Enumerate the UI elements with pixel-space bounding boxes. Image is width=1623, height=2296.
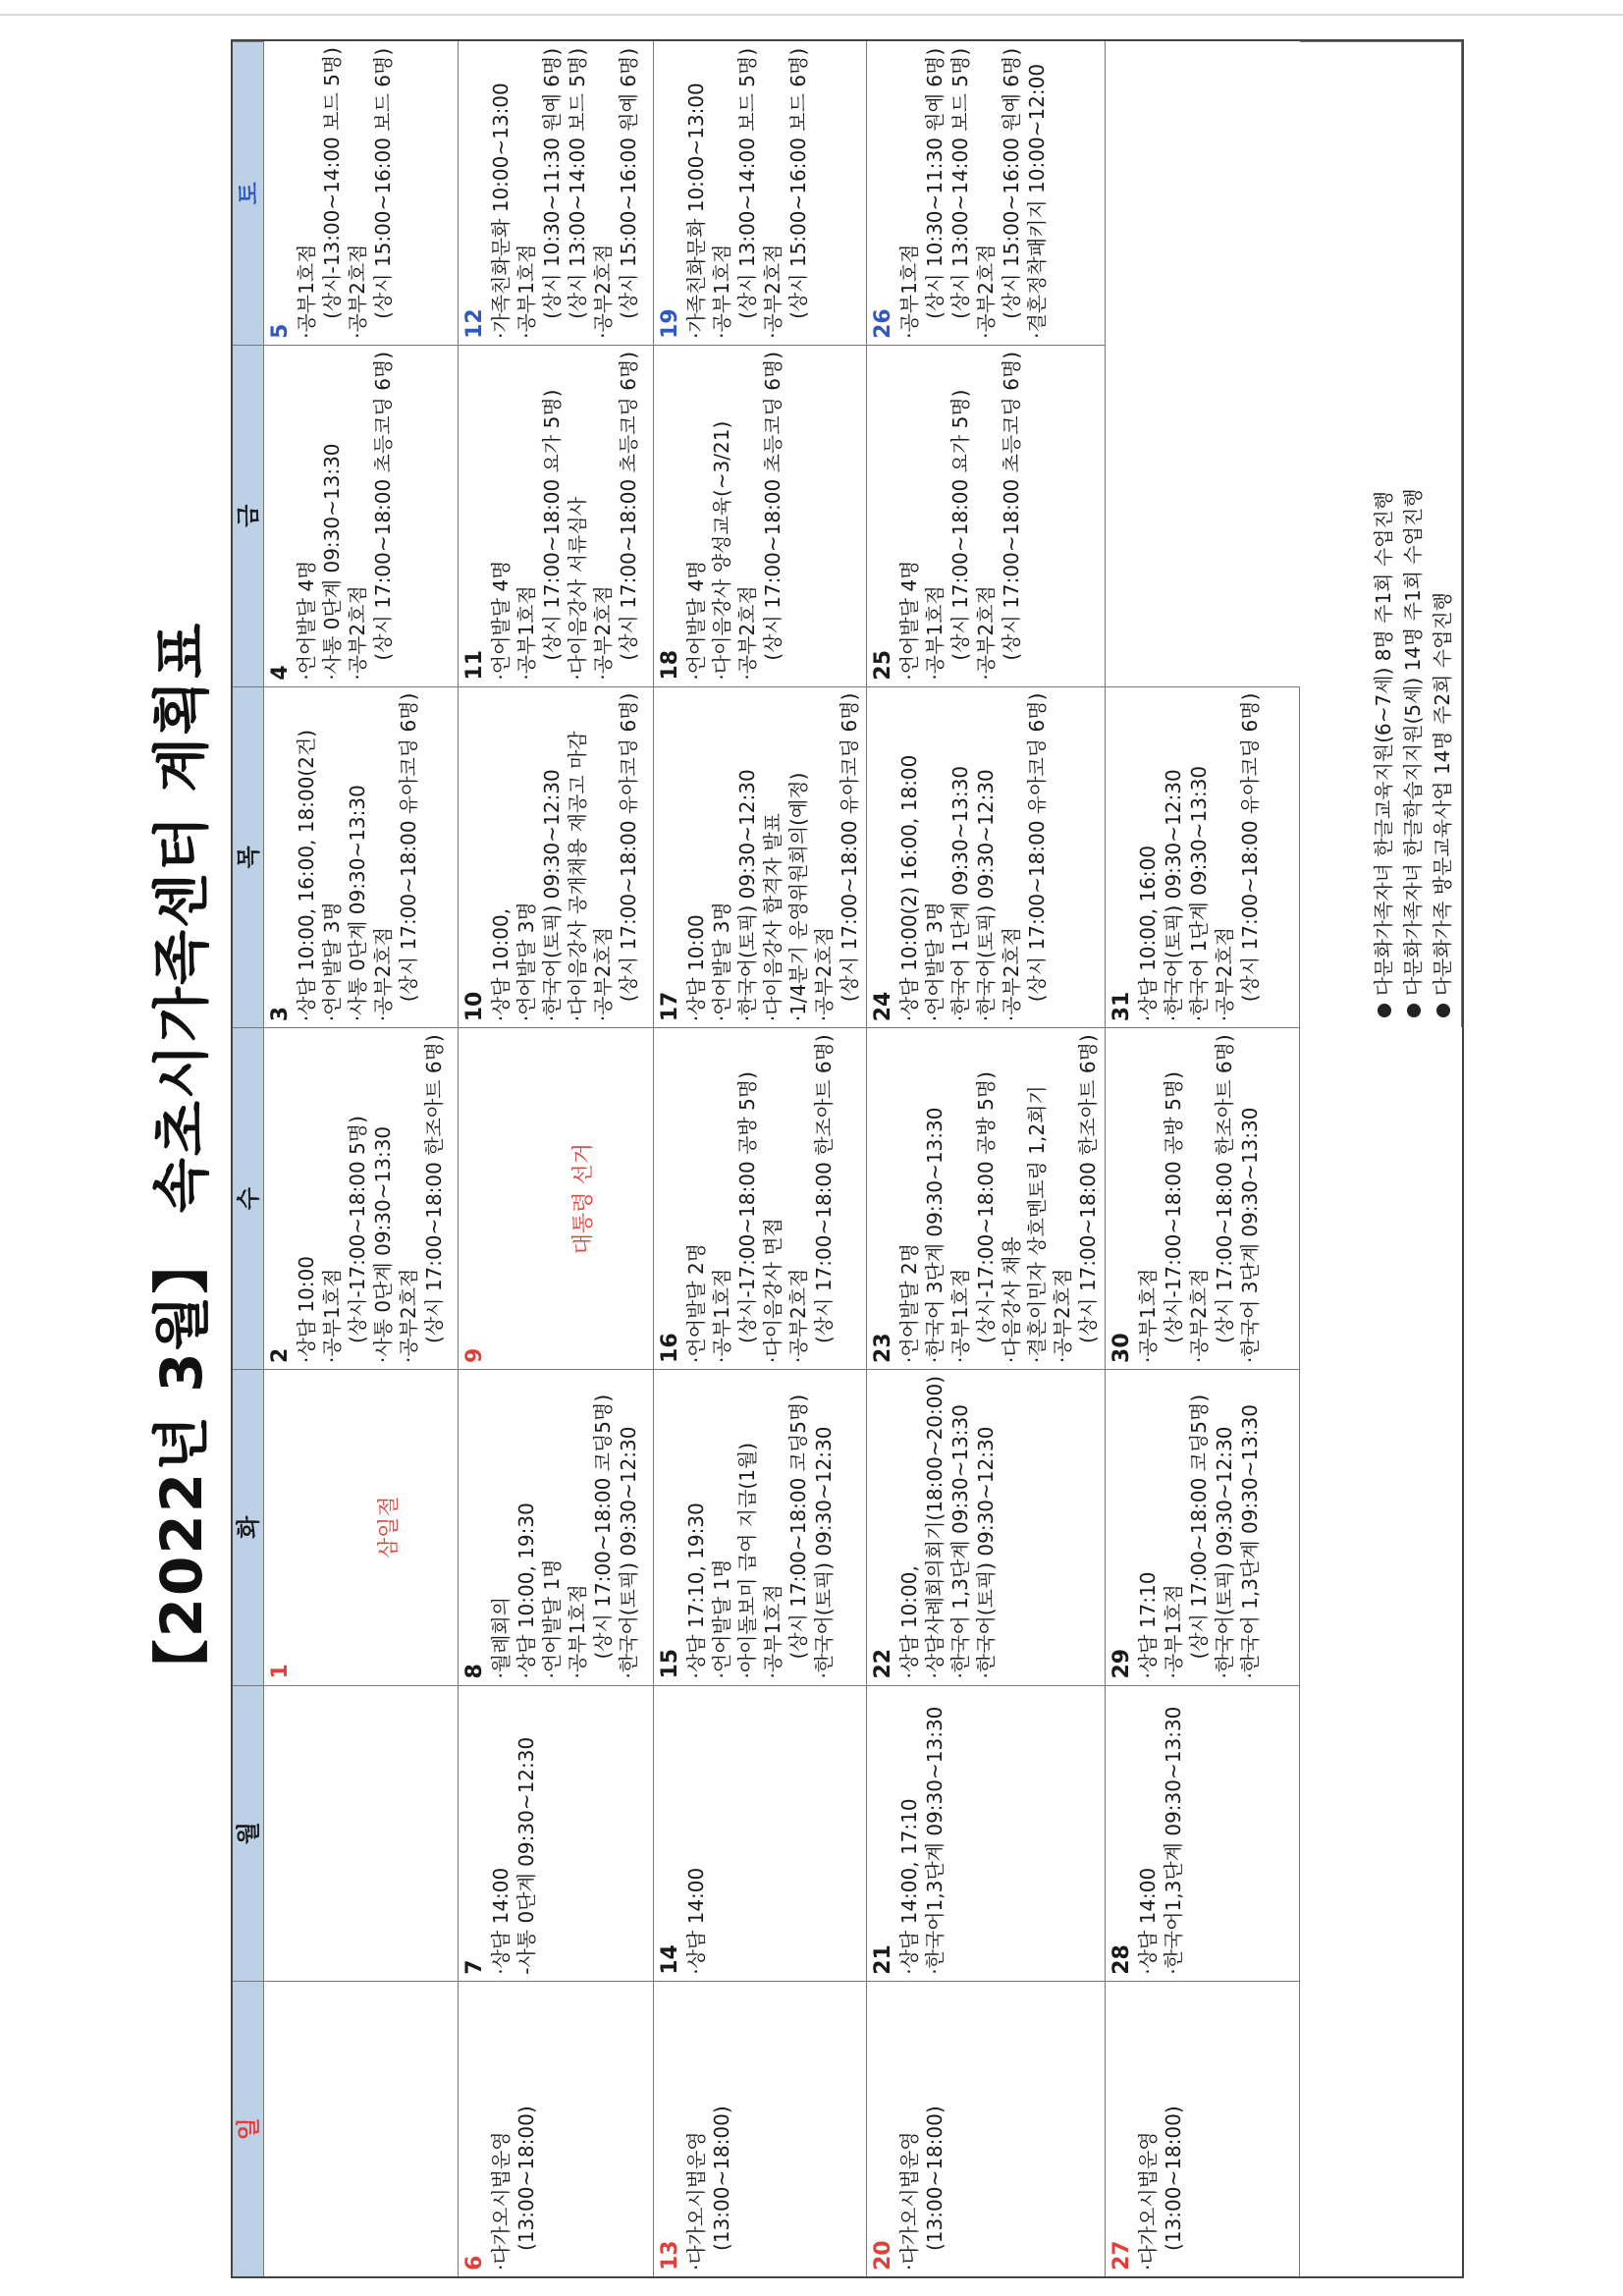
schedule-item: ·한국어(토픽) 09:30~12:30 [617,1426,641,1679]
schedule-item: (상시 15:00~16:00 원예 6명) [617,47,641,319]
schedule-item: ·공부2호점 [811,926,836,1022]
schedule-item: ·공부1호점 [320,1268,344,1363]
schedule-item: (13:00~18:00) [1161,2105,1185,2251]
schedule-item: ·한국어 1,3단계 09:30~13:30 [947,1404,972,1679]
day-cell [1106,686,1300,1028]
schedule-item: ·상담 17:10 [1135,1571,1160,1679]
schedule-item: ·언어발달 2명 [896,1242,921,1363]
day-number: 24 [870,991,895,1022]
day-number: 15 [657,1648,682,1679]
schedule-item: ·다이음강사 합격자 발표 [760,813,784,1022]
schedule-item: (상시 17:00~18:00 코딩5명) [1186,1394,1211,1660]
schedule-item: ·다이음강사 면접 [760,1218,784,1363]
page-title: 【2022년 3월】 속초시가족센터 계획표 [148,621,215,1697]
scan-edge-line [0,14,1623,16]
schedule-item: (상시 17:00~18:00 초등코딩 6명) [999,351,1023,661]
day-number: 21 [870,1944,895,1975]
calendar-grid [231,39,1464,2278]
schedule-item: (상시 15:00~16:00 보드 6명) [371,47,395,319]
day-number: 11 [462,649,488,681]
day-number: 31 [1109,991,1134,1022]
schedule-item: ·언어발달 4명 [295,560,318,681]
schedule-item: ·상담 10:00, 16:00 [1135,845,1160,1022]
schedule-item: ·상담 17:10, 19:30 [683,1503,708,1679]
day-number: 19 [657,308,682,339]
schedule-item: (13:00~18:00) [709,2105,733,2251]
day-number: 7 [462,1959,488,1975]
day-cell [264,41,459,345]
schedule-item: ·언어발달 3명 [320,902,344,1022]
schedule-item: ·다가오시법운영 [1135,2131,1160,2270]
schedule-item: ·결혼정착패키지 10:00~12:00 [1024,63,1049,339]
day-cell [459,1981,653,2276]
notes-panel [1300,41,1462,1027]
schedule-item: ·공부1호점 [709,244,733,339]
schedule-item: ·상담 10:00 [295,1255,318,1363]
schedule-item: ·공부2호점 [1186,1268,1211,1363]
schedule-item: ·상담 14:00 [683,1867,708,1975]
schedule-item: ·한국어 1단계 09:30~13:30 [947,765,972,1022]
schedule-item: ·한국어 1단계 09:30~13:30 [1186,765,1211,1022]
day-cell [1106,1369,1300,1685]
schedule-item: ·한국어 1,3단계 09:30~13:30 [1237,1404,1262,1679]
day-cell [459,345,653,686]
schedule-item: ·상담 10:00 [683,914,708,1022]
day-cell [654,1685,867,1981]
note-text: 다문화가족자녀 한글학습지지원(5세) 14명 주1회 수업진행 [1400,488,1425,997]
schedule-item: ·한국어1,3단계 09:30~13:30 [922,1706,947,1975]
day-number: 12 [462,308,488,339]
weekday-header: 일 [233,1981,264,2276]
schedule-item: ·다음강사 채용 [999,1236,1023,1363]
schedule-item: ·한국어(토픽) 09:30~12:30 [973,1426,998,1679]
day-number: 10 [462,991,488,1022]
schedule-item: ·공부1호점 [760,1584,784,1679]
schedule-item: ·공부1호점 [922,585,947,681]
day-number: 29 [1109,1648,1134,1679]
day-number: 2 [268,1347,293,1363]
schedule-item: (상시-17:00~18:00 5명) [346,1116,369,1343]
day-cell [1106,1027,1300,1369]
schedule-item: ·공부2호점 [1212,926,1236,1022]
schedule-item: ·언어발달 1명 [709,1558,733,1679]
schedule-item: ·한국어(토픽) 09:30~12:30 [1212,1426,1236,1679]
weekday-header: 수 [233,1027,264,1369]
note-text: 다문화가족자녀 한글교육지원(6~7세) 8명 주1회 수업진행 [1371,490,1395,997]
day-number: 3 [268,1006,293,1022]
schedule-item: ·공부1호점 [947,1268,972,1363]
schedule-item: ·상담 14:00 [489,1867,514,1975]
schedule-item: (상시 17:00~18:00 초등코딩 6명) [371,351,395,661]
day-cell [459,1027,653,1369]
empty-cell [264,1981,459,2276]
day-cell [867,1685,1106,1981]
schedule-item: ·사통 0단계 09:30~13:30 [320,443,344,681]
schedule-item: (상시 17:00~18:00 한조아트 6명) [1212,1034,1236,1343]
schedule-item: (상시 15:00~16:00 보드 6명) [785,47,810,319]
day-number: 4 [268,665,293,681]
day-cell [867,1027,1106,1369]
day-cell [1106,1981,1300,2276]
day-cell [459,41,653,345]
schedule-item: (상시 13:00~14:00 보드 5명) [734,47,759,319]
schedule-item: ·상담 10:00, 16:00, 18:00(2건) [295,729,318,1022]
schedule-item: ·언어발달 4명 [683,560,708,681]
note-item [1369,48,1398,1021]
day-cell [654,1027,867,1369]
day-number: 5 [268,323,293,339]
schedule-item: (상시-17:00~18:00 공방 5명) [734,1071,759,1343]
schedule-item: ·다가오시법운영 [683,2131,708,2270]
weekday-header: 화 [233,1369,264,1685]
schedule-item: ·사통 0단계 09:30~13:30 [346,785,369,1022]
schedule-item: (상시 17:00~18:00 코딩5명) [591,1394,616,1660]
schedule-item: (상시 17:00~18:00 코딩5명) [785,1394,810,1660]
day-number: 30 [1109,1333,1134,1363]
schedule-item: (상시 17:00~18:00 유아코딩 6명) [837,692,861,1003]
schedule-item: ·공부1호점 [896,244,921,339]
day-cell [264,1027,459,1369]
schedule-item: ·1/4분기 운영위원회의(예정) [785,772,810,1022]
schedule-item: ·결혼이민자 상호멘토링 1,2회기 [1024,1085,1049,1363]
schedule-item: (13:00~18:00) [922,2105,947,2251]
schedule-item: (상시 13:00~14:00 보드 5명) [566,47,590,319]
note-item [1398,48,1428,1021]
day-number: 25 [870,649,895,681]
day-cell [264,686,459,1028]
schedule-item: (상시 17:00~18:00 한조아트 6명) [811,1034,836,1343]
day-number: 26 [870,308,895,339]
schedule-item: (상시 13:00~14:00 보드 5명) [947,47,972,319]
schedule-item: ·한국어(토픽) 09:30~12:30 [1161,769,1185,1022]
schedule-item: ·다이음강사 서류심사 [566,496,590,681]
day-cell [867,41,1106,345]
day-cell [654,41,867,345]
schedule-item: (상시 10:30~11:30 원예 6명) [540,47,565,319]
schedule-item: ·공부2호점 [760,244,784,339]
schedule-item: ·언어발달 4명 [489,560,514,681]
day-cell [654,1369,867,1685]
day-cell [654,686,867,1028]
schedule-item: ·공부1호점 [709,1268,733,1363]
schedule-item: ·아이돌보미 급여 지급(1월) [734,1442,759,1679]
day-cell [867,686,1106,1028]
schedule-item: (상시 17:00~18:00 유아코딩 6명) [617,692,641,1003]
day-cell [654,345,867,686]
day-number: 17 [657,991,682,1022]
day-cell [867,1981,1106,2276]
schedule-item: ·공부2호점 [973,585,998,681]
weekday-header: 토 [233,41,264,345]
schedule-item: ·상담 10:00, 19:30 [514,1503,539,1679]
schedule-item: ·한국어(토픽) 09:30~12:30 [540,769,565,1022]
day-cell [867,1369,1106,1685]
schedule-item: ·상담 10:00(2) 16:00, 18:00 [896,754,921,1022]
day-number: 14 [657,1944,682,1975]
bullet-dot-icon [1407,1004,1421,1017]
weekday-header: 금 [233,345,264,686]
schedule-item: ·다이음강사 공개채용 재공고 마감 [566,731,590,1022]
schedule-item: ·공부2호점 [973,244,998,339]
empty-cell [264,1685,459,1981]
schedule-item: ·사통 0단계 09:30~13:30 [371,1125,395,1363]
schedule-item: ·공부2호점 [371,926,395,1022]
day-cell [459,686,653,1028]
schedule-item: ·한국어1,3단계 09:30~13:30 [1161,1706,1185,1975]
schedule-item: ·한국어(토픽) 09:30~12:30 [973,769,998,1022]
holiday-label: 삼일절 [377,1496,402,1559]
schedule-item: ·언어발달 1명 [540,1558,565,1679]
schedule-item: ·상담 14:00, 17:10 [896,1798,921,1975]
note-item [1428,48,1457,1021]
schedule-item: ·월례회의 [489,1596,514,1679]
day-number: 6 [462,2255,488,2270]
schedule-item: (상시-17:00~18:00 공방 5명) [1161,1071,1185,1343]
day-cell [264,345,459,686]
schedule-item: ·공부2호점 [734,585,759,681]
day-number: 9 [462,1347,488,1363]
day-cell [1106,1685,1300,1981]
weekday-header: 목 [233,686,264,1028]
schedule-item: ·공부2호점 [1050,1268,1074,1363]
day-number: 22 [870,1648,895,1679]
schedule-item: ·공부1호점 [566,1584,590,1679]
schedule-item: ·상담 10:00, [896,1565,921,1679]
schedule-item: (상시 17:00~18:00 요가 5명) [540,389,565,661]
schedule-item: ·공부2호점 [591,926,616,1022]
schedule-item: ·가족친화문화 10:00~13:00 [489,82,514,339]
schedule-item: ·공부2호점 [346,585,369,681]
holiday-label: 대통령 선거 [571,1143,597,1255]
schedule-item: ·공부2호점 [785,1268,810,1363]
day-number: 27 [1109,2240,1134,2270]
bullet-dot-icon [1436,1004,1450,1017]
schedule-item: ·공부1호점 [514,585,539,681]
schedule-item: (상시 17:00~18:00 한조아트 6명) [1075,1034,1100,1343]
day-cell [459,1369,653,1685]
schedule-item: ·공부1호점 [1161,1584,1185,1679]
schedule-item: ·언어발달 3명 [922,902,947,1022]
day-cell [867,345,1106,686]
schedule-item: (상시 17:00~18:00 한조아트 6명) [422,1034,446,1343]
schedule-item: ·공부1호점 [514,244,539,339]
day-number: 8 [462,1664,488,1679]
schedule-item: ·공부1호점 [295,244,318,339]
schedule-item: ·언어발달 2명 [683,1242,708,1363]
day-number: 13 [657,2240,682,2270]
schedule-item: ·상담 14:00 [1135,1867,1160,1975]
schedule-item: (상시-17:00~18:00 공방 5명) [973,1071,998,1343]
rotated-calendar-document [137,29,1469,2288]
schedule-item: (상시 15:00~16:00 원예 6명) [999,47,1023,319]
day-number: 1 [268,1664,293,1679]
schedule-item: ·다이음강사 양성교육(~3/21) [709,420,733,681]
schedule-item: ·공부2호점 [346,244,369,339]
schedule-item: ·가족친화문화 10:00~13:00 [683,82,708,339]
bullet-dot-icon [1378,1004,1391,1017]
schedule-item: ·상담사례회의회기(18:00~20:00) [922,1375,947,1679]
schedule-item: ·한국어 3단계 09:30~13:30 [1237,1107,1262,1363]
schedule-item: ·언어발달 3명 [709,902,733,1022]
schedule-item: (상시 17:00~18:00 초등코딩 6명) [617,351,641,661]
day-number: 18 [657,649,682,681]
day-number: 20 [870,2240,895,2270]
schedule-item: (상시 17:00~18:00 초등코딩 6명) [760,351,784,661]
day-cell [654,1981,867,2276]
schedule-item: ·공부2호점 [397,1268,420,1363]
weekday-header: 월 [233,1685,264,1981]
schedule-item: ·공부2호점 [999,926,1023,1022]
schedule-item: ·한국어 3단계 09:30~13:30 [922,1107,947,1363]
schedule-item: ·다가오시법운영 [896,2131,921,2270]
day-number: 28 [1109,1944,1134,1975]
schedule-item: (상시 17:00~18:00 유아코딩 6명) [1024,692,1049,1003]
schedule-item: ·다가오시법운영 [489,2131,514,2270]
schedule-item: ·공부2호점 [591,244,616,339]
schedule-item: -사통 0단계 09:30~12:30 [514,1736,539,1975]
schedule-item: ·한국어(토픽) 09:30~12:30 [811,1426,836,1679]
schedule-item: (상시-13:00~14:00 보드 5명) [320,47,344,319]
schedule-item: ·언어발달 3명 [514,902,539,1022]
schedule-item: ·공부2호점 [591,585,616,681]
day-number: 23 [870,1333,895,1363]
schedule-item: ·언어발달 4명 [896,560,921,681]
schedule-item: (상시 10:30~11:30 원예 6명) [922,47,947,319]
day-cell [459,1685,653,1981]
schedule-item: (상시 17:00~18:00 요가 5명) [947,389,972,661]
schedule-item: (상시 17:00~18:00 유아코딩 6명) [1237,692,1262,1003]
note-text: 다문화가족 방문교육사업 14명 주2회 수업진행 [1430,591,1454,997]
schedule-item: ·상담 10:00, [489,907,514,1022]
schedule-item: (13:00~18:00) [514,2105,539,2251]
day-number: 16 [657,1333,682,1363]
schedule-item: ·한국어(토픽) 09:30~12:30 [734,769,759,1022]
day-cell [264,1369,459,1685]
schedule-item: (상시 17:00~18:00 유아코딩 6명) [397,692,420,1003]
schedule-item: ·공부1호점 [1135,1268,1160,1363]
